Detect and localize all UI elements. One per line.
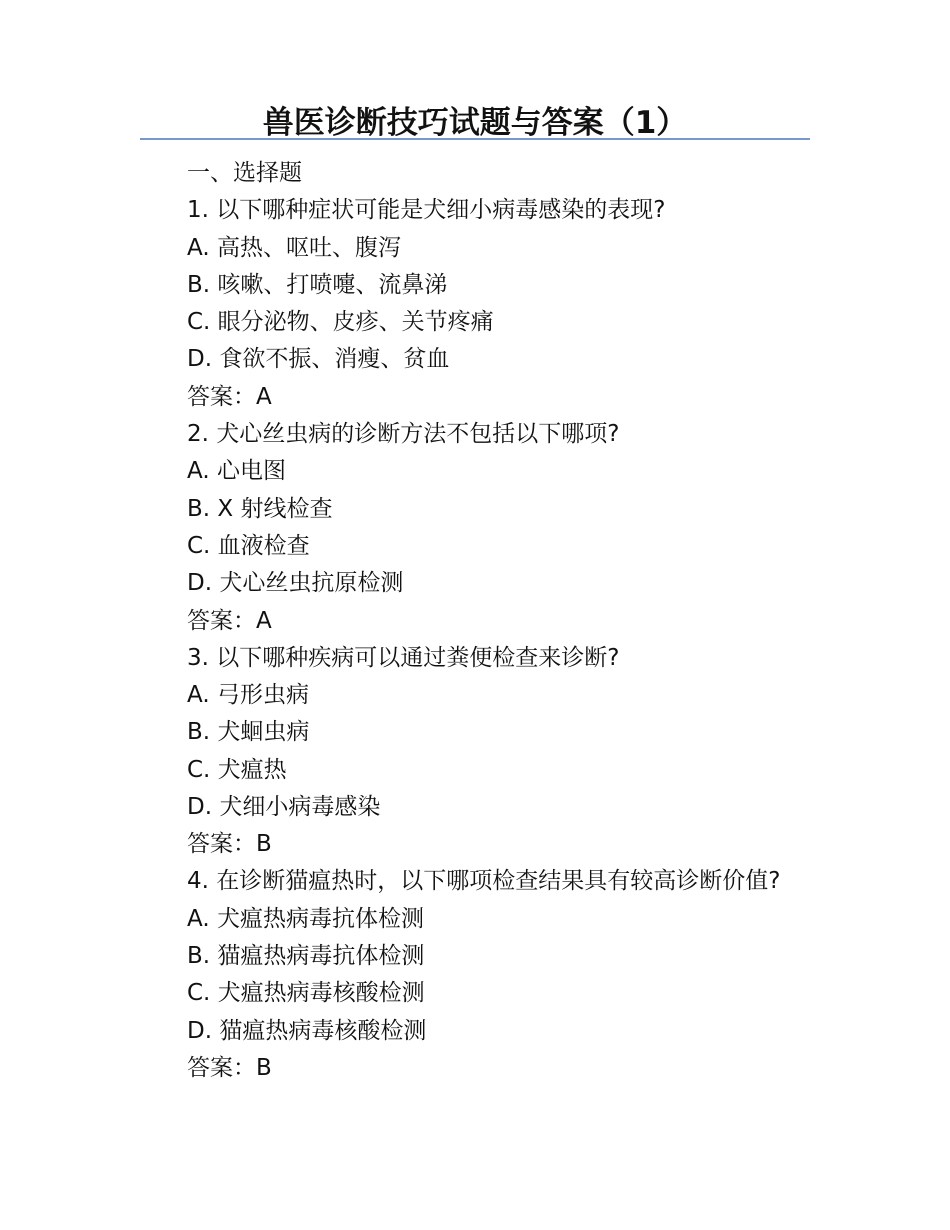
option-b: B. X 射线检查 bbox=[187, 495, 333, 522]
answer-text: 答案：B bbox=[187, 1054, 272, 1081]
option-a: A. 犬瘟热病毒抗体检测 bbox=[187, 905, 424, 932]
option-b: B. 猫瘟热病毒抗体检测 bbox=[187, 942, 425, 969]
option-b: B. 咳嗽、打喷嚏、流鼻涕 bbox=[187, 271, 448, 298]
option-d: D. 犬心丝虫抗原检测 bbox=[187, 570, 404, 597]
question-text: 3. 以下哪种疾病可以通过粪便检查来诊断? bbox=[187, 644, 620, 671]
question-block bbox=[140, 416, 810, 640]
answer-text: 答案：A bbox=[187, 383, 272, 410]
option-a: A. 弓形虫病 bbox=[187, 682, 309, 709]
option-c: C. 眼分泌物、皮疹、关节疼痛 bbox=[187, 309, 494, 336]
title-underline bbox=[140, 138, 810, 140]
question-block bbox=[140, 640, 810, 864]
option-c: C. 犬瘟热 bbox=[187, 756, 287, 783]
question-block bbox=[140, 868, 810, 1087]
option-d: D. 犬细小病毒感染 bbox=[187, 794, 381, 821]
option-a: A. 心电图 bbox=[187, 458, 286, 485]
option-b: B. 犬蛔虫病 bbox=[187, 719, 310, 746]
question-text: 4. 在诊断猫瘟热时，以下哪项检查结果具有较高诊断价值? bbox=[187, 867, 781, 894]
section-heading: 一、选择题 bbox=[187, 160, 302, 186]
option-d: D. 猫瘟热病毒核酸检测 bbox=[187, 1017, 427, 1044]
document-body bbox=[140, 155, 810, 1087]
option-c: C. 血液检查 bbox=[187, 532, 310, 559]
option-a: A. 高热、呕吐、腹泻 bbox=[187, 234, 401, 261]
question-block bbox=[140, 192, 810, 416]
question-text: 2. 犬心丝虫病的诊断方法不包括以下哪项? bbox=[187, 421, 620, 448]
answer-text: 答案：A bbox=[187, 607, 272, 634]
option-d: D. 食欲不振、消瘦、贫血 bbox=[187, 346, 450, 373]
question-text: 1. 以下哪种症状可能是犬细小病毒感染的表现? bbox=[187, 197, 666, 224]
document-title: 兽医诊断技巧试题与答案（1） bbox=[262, 105, 688, 141]
answer-text: 答案：B bbox=[187, 831, 272, 858]
option-c: C. 犬瘟热病毒核酸检测 bbox=[187, 980, 425, 1007]
